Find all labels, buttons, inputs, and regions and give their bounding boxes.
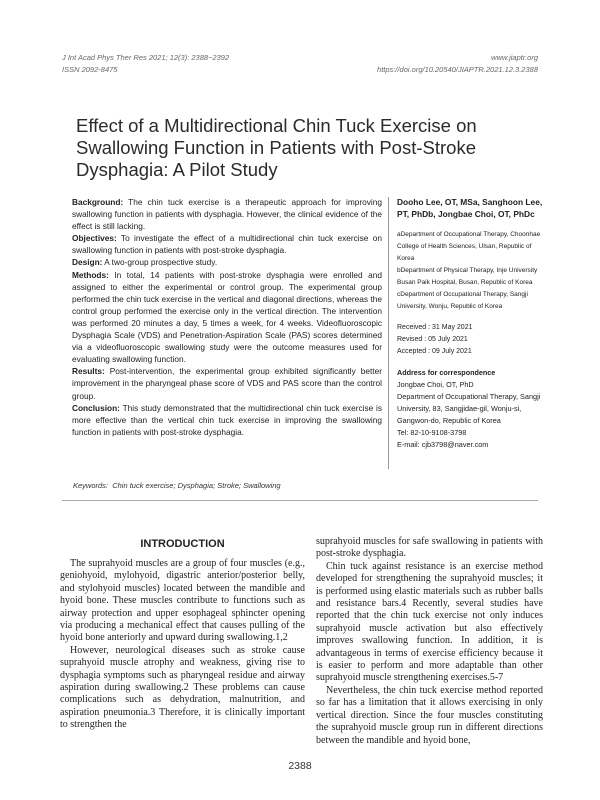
results-text: Post-intervention, the experimental group exhibited significantly better improvement in the pharyngeal phase score of VDS and PAS score than the control group. (72, 366, 382, 401)
corresponding-phone: Tel: 82-10-9108-3798 (397, 428, 467, 438)
results-label: Results: (72, 366, 105, 377)
journal-header (62, 52, 229, 76)
paragraph: The suprahyoid muscles are a group of four muscles (e.g., geniohyoid, mylohyoid, digastric anterior/posterior belly, and stylohyoid muscles) located between the mandible and hyoid bone. These muscles contribute to functions such as airway protection and upper esophageal sphincter opening via producing a mechanical effect that causes pulling of the hyoid bone anteriorly and upward during swallowing.1,2 (60, 558, 305, 644)
abstract-background (72, 196, 382, 232)
author-list: Dooho Lee, OT, MSa, Sanghoon Lee, PT, PhDb, Jongbae Choi, OT, PhDc (397, 197, 543, 219)
received-date: Received : 31 May 2021 (397, 324, 473, 331)
journal-citation: J Int Acad Phys Ther Res 2021; 12(3): 2388~2392 (62, 53, 230, 62)
abstract-conclusion (72, 402, 382, 438)
paper-title: Effect of a Multidirectional Chin Tuck Exercise on Swallowing Function in Patients with Post-Stroke Dysphagia: A Pilot Study (76, 115, 477, 180)
keywords (73, 481, 281, 490)
objectives-text: To investigate the effect of a multidirectional chin tuck exercise on swallowing function in patients with post-stroke dysphagia. (72, 233, 382, 256)
paragraph: suprahyoid muscles for safe swallowing in patients with post-stroke dysphagia. (316, 536, 543, 560)
article-dates (397, 322, 547, 358)
keywords-label: Keywords: (73, 481, 109, 490)
corresponding-address: Department of Occupational Therapy, Sangji University, 83, Sangjidae-gil, Wonju-si, Gangwon-do, Republic of Korea (397, 392, 541, 426)
abstract-results (72, 365, 382, 401)
doi-link[interactable]: https://doi.org/10.20540/JIAPTR.2021.12.3.2388 (377, 65, 538, 74)
design-label: Design: (72, 257, 103, 268)
paragraph: Chin tuck against resistance is an exercise method developed for strengthening the suprahyoid muscles; it is performed using elastic materials such as rubber balls and resistance bars.4 Recently, several studies have reported that the chin tuck exercise not only induces suprahyoid muscle activation but also effectively improves swallowing function. In addition, it is advantageous in terms of exercise efficiency because it is easier to perform and more adaptable than other suprahyoid muscle strengthening exercises.5-7 (316, 560, 543, 684)
journal-url[interactable]: www.jiaptr.org (491, 53, 538, 62)
corresponding-author: Jongbae Choi, OT, PhD (397, 380, 474, 389)
paragraph: Nevertheless, the chin tuck exercise method reported so far has a limitation that it allows exercising in only vertical direction. Since the four muscles constituting the suprahyoid muscle group run in different directions between the mandible and hyoid bone, (316, 684, 543, 746)
abstract-objectives (72, 232, 382, 256)
journal-links (377, 52, 538, 76)
affiliation-b: bDepartment of Physical Therapy, Inje University Busan Paik Hospital, Busan, Republic of Korea (397, 267, 538, 286)
affiliation-c: cDepartment of Occupational Therapy, Sangji University, Wonju, Republic of Korea (397, 291, 528, 310)
paragraph: However, neurological diseases such as stroke cause suprahyoid muscle atrophy and weakness, giving rise to dysphagia symptoms such as pharyngeal residue and airway aspiration during swallowing.2 These problems can cause complications such as dehydration, malnutrition, and aspiration pneumonia.3 Therefore, it is clinically important to strengthen the (60, 644, 305, 731)
accepted-date: Accepted : 09 July 2021 (397, 348, 472, 355)
affiliation-a: aDepartment of Occupational Therapy, Choonhae College of Health Sciences, Ulsan, Republic of Korea (397, 231, 541, 262)
body-column-left (60, 558, 305, 732)
section-rule (62, 500, 538, 501)
correspondence (397, 379, 547, 452)
background-text: The chin tuck exercise is a therapeutic approach for improving swallowing function in patients with dysphagia. However, the clinical evidence of the effect is still lacking. (72, 197, 382, 232)
conclusion-text: This study demonstrated that the multidirectional chin tuck exercise is more effective than the vertical chin tuck exercise in improving the swallowing function in patients with post-stroke dysphagia. (72, 402, 382, 437)
conclusion-label: Conclusion: (72, 402, 120, 413)
author-sidebar (397, 196, 547, 452)
corresponding-email[interactable]: E-mail: cjb3798@naver.com (397, 440, 489, 450)
correspondence-heading: Address for correspondence (397, 368, 496, 377)
affiliations (397, 229, 547, 313)
issn: ISSN 2092-8475 (62, 65, 118, 74)
introduction-heading: INTRODUCTION (140, 538, 225, 550)
objectives-label: Objectives: (72, 233, 117, 244)
column-divider (388, 197, 389, 469)
body-column-right (316, 536, 543, 747)
abstract-methods (72, 269, 382, 366)
methods-text: In total, 14 patients with post-stroke dysphagia were enrolled and assigned to either the experimental or control group. The experimental group performed the chin tuck exercise in the vertical and diagonal directions, whereas the control group performed the exercise only in the vertical direction. The intervention was performed 20 minutes a day, 5 times a week, for 4 weeks. Videofluoroscopic Dysphagia Scale (VDS) and Penetration-Aspiration Scale (PAS) scores determined via a videofluoroscopic swallowing study were the outcome measures used for evaluating swallowing function. (72, 269, 382, 365)
abstract (72, 196, 382, 438)
background-label: Background: (72, 197, 124, 207)
design-text: A two-group prospective study. (102, 257, 218, 268)
abstract-design (72, 256, 382, 268)
page-number: 2388 (288, 760, 312, 772)
keywords-text: Chin tuck exercise; Dysphagia; Stroke; Swallowing (112, 481, 281, 490)
revised-date: Revised : 05 July 2021 (397, 336, 468, 343)
methods-label: Methods: (72, 269, 109, 280)
